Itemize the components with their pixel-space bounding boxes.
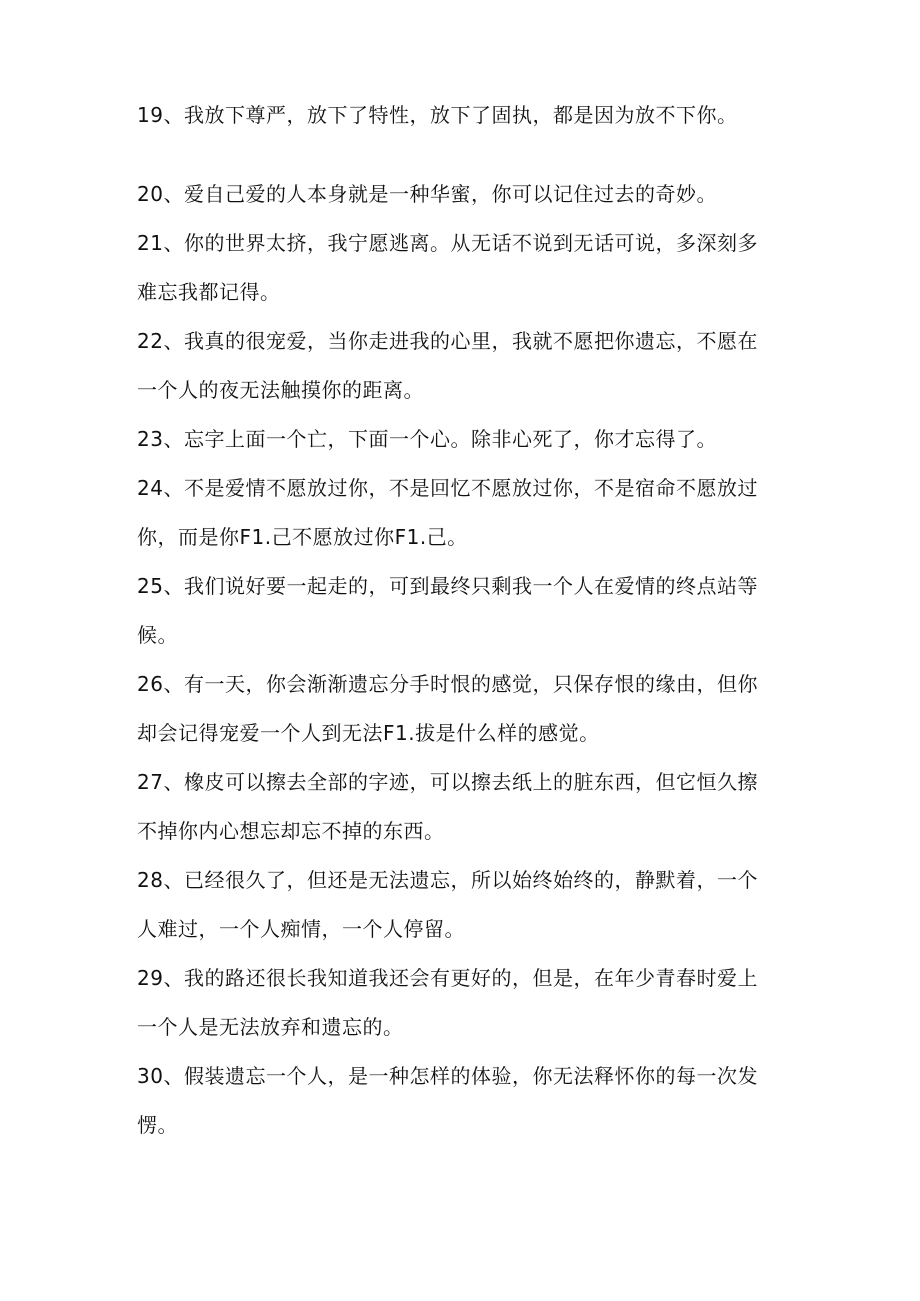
text-line: 一个人的夜无法触摸你的距离。 — [137, 378, 424, 402]
text-line: 候。 — [137, 623, 178, 647]
text-line: 人难过，一个人痴情，一个人停留。 — [137, 917, 465, 941]
text-line: 29、我的路还很长我知道我还会有更好的，但是，在年少青春时爱上 — [137, 966, 758, 990]
text-line: 20、爱自己爱的人本身就是一种华蜜，你可以记住过去的奇妙。 — [137, 182, 717, 206]
text-line: 28、已经很久了，但还是无法遗忘，所以始终始终的，静默着，一个 — [137, 868, 758, 892]
text-line: 24、不是爱情不愿放过你，不是回忆不愿放过你，不是宿命不愿放过 — [137, 476, 758, 500]
text-line: 27、橡皮可以擦去全部的字迹，可以擦去纸上的脏东西，但它恒久擦 — [137, 770, 758, 794]
text-line: 不掉你内心想忘却忘不掉的东西。 — [137, 819, 445, 843]
text-line: 19、我放下尊严，放下了特性，放下了固执，都是因为放不下你。 — [137, 103, 738, 127]
text-line: 25、我们说好要一起走的，可到最终只剩我一个人在爱情的终点站等 — [137, 574, 758, 598]
text-line: 30、假装遗忘一个人，是一种怎样的体验，你无法释怀你的每一次发 — [137, 1064, 758, 1088]
paragraph-group — [137, 170, 797, 1150]
text-line: 26、有一天，你会渐渐遗忘分手时恨的感觉，只保存恨的缘由，但你 — [137, 672, 758, 696]
text-line: 一个人是无法放弃和遗忘的。 — [137, 1015, 404, 1039]
text-line: 难忘我都记得。 — [137, 280, 281, 304]
text-line: 22、我真的很宠爱，当你走进我的心里，我就不愿把你遗忘，不愿在 — [137, 329, 758, 353]
text-line: 愣。 — [137, 1113, 178, 1137]
text-line: 你，而是你F1.己不愿放过你F1.己。 — [137, 525, 468, 549]
text-line: 21、你的世界太挤，我宁愿逃离。从无话不说到无话可说，多深刻多 — [137, 231, 758, 255]
paragraph-19 — [137, 91, 797, 140]
text-line: 23、忘字上面一个亡，下面一个心。除非心死了，你才忘得了。 — [137, 427, 717, 451]
text-line: 却会记得宠爱一个人到无法F1.拔是什么样的感觉。 — [137, 721, 600, 745]
